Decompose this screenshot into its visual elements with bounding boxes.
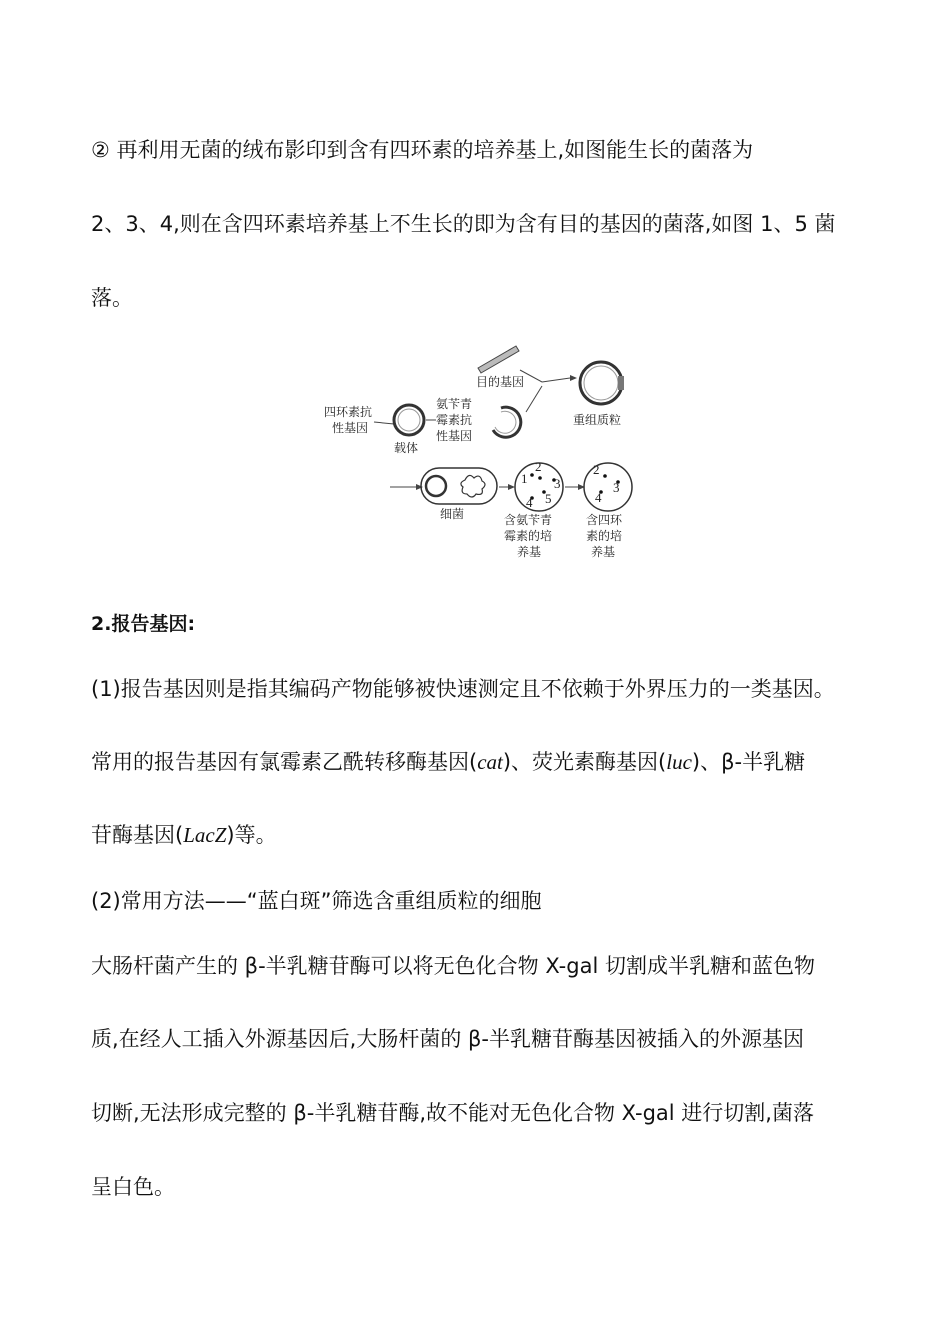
tet-pointer-line [374,422,394,424]
arrow-to-recombinant [542,378,570,382]
colony-label: 5 [545,491,552,506]
section2-p1-line3 [91,820,277,850]
amp-gene-label-3: 性基因 [436,429,473,443]
section2-p2-line3: 切断,无法形成完整的 β-半乳糖苷酶,故不能对无色化合物 X-gal 进行切割,菌落 [91,1101,814,1125]
text-span: )、β-半乳糖 [691,750,806,774]
bacterium-dna [461,475,485,497]
tet-medium-label-2: 素的培 [586,529,623,543]
gene-lacz: LacZ [183,823,227,847]
cut-plasmid-inner [495,411,516,433]
text-span: )等。 [226,823,277,847]
colony-label: 4 [526,495,533,510]
section2-p2-line4: 呈白色。 [91,1175,175,1199]
arrow-head-3 [508,484,515,490]
amp-medium-label-2: 霉素的培 [504,529,553,543]
section2-heading: 2.报告基因: [91,613,196,635]
target-gene-fragment [478,346,519,373]
gene-screening-diagram [318,340,640,570]
section2-p1-line2 [91,747,805,777]
section2-p2-line1: 大肠杆菌产生的 β-半乳糖苷酶可以将无色化合物 X-gal 切割成半乳糖和蓝色物 [91,954,815,978]
bacterium-cell [421,468,497,504]
gene-luc: luc [666,750,692,774]
bacteria-label: 细菌 [440,507,465,521]
section2-p2-line2: 质,在经人工插入外源基因后,大肠杆菌的 β-半乳糖苷酶基因被插入的外源基因 [91,1027,805,1051]
bacterium-plasmid [426,476,446,496]
colony-label: 3 [554,476,561,491]
arrow-line-2 [526,386,542,412]
text-span: 苷酶基因( [91,823,184,847]
colony [538,476,542,480]
section2-p1-line1: (1)报告基因则是指其编码产物能够被快速测定且不依赖于外界压力的一类基因。 [91,677,835,701]
colony [530,473,534,477]
amp-medium-label-1: 含氨苄青 [504,513,553,527]
text-span: )、荧光素酶基因( [502,750,667,774]
colony-label: 4 [595,490,602,505]
section2-p2-title: (2)常用方法——“蓝白斑”筛选含重组质粒的细胞 [91,889,542,913]
recombinant-label: 重组质粒 [573,413,622,427]
colony-label: 3 [613,480,620,495]
recombinant-plasmid [580,362,622,404]
vector-label: 载体 [394,441,419,455]
colony-label: 1 [521,471,528,486]
paragraph1-line2: 2、3、4,则在含四环素培养基上不生长的即为含有目的基因的菌落,如图 1、5 菌 [91,212,836,236]
vector-inner-ring [398,409,420,431]
tet-medium-label-3: 养基 [591,545,616,559]
colony-label: 2 [593,462,600,477]
tet-plate [584,463,632,511]
paragraph1-line3: 落。 [91,286,133,310]
tet-medium-label-1: 含四环 [586,513,623,527]
text-span: 常用的报告基因有氯霉素乙酰转移酶基因( [91,750,478,774]
inserted-gene [618,376,624,390]
recombinant-inner [584,366,618,400]
amp-gene-label-1: 氨苄青 [436,397,473,411]
colony-label: 2 [535,459,542,474]
arrow-head [570,375,577,381]
colony [603,474,607,478]
target-gene-label: 目的基因 [476,375,525,389]
paragraph1-line1: ② 再利用无菌的绒布影印到含有四环素的培养基上,如图能生长的菌落为 [91,138,754,162]
gene-cat: cat [477,750,503,774]
tet-gene-label-1: 四环素抗 [324,405,373,419]
amp-medium-label-3: 养基 [517,545,542,559]
amp-gene-label-2: 霉素抗 [436,413,473,427]
tet-gene-label-2: 性基因 [332,421,369,435]
